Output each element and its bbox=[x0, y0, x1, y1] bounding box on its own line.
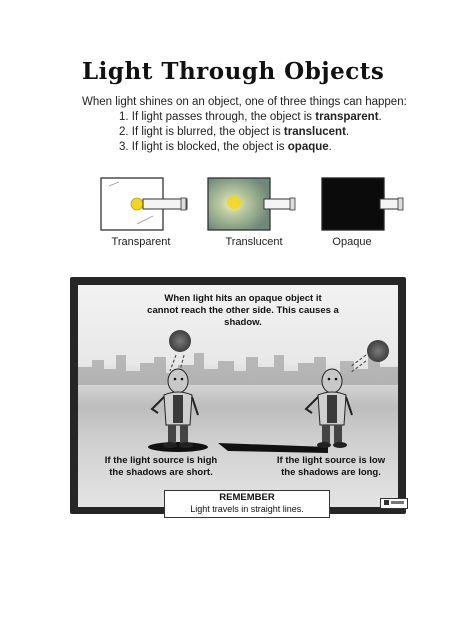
page-title: Light Through Objects bbox=[82, 58, 385, 85]
clear-glass-illustration bbox=[97, 176, 207, 236]
rules-list bbox=[119, 110, 382, 155]
high-light-source bbox=[169, 330, 191, 352]
rule-item: 2. If light is blurred, the object is translucent. bbox=[119, 126, 350, 138]
remember-text: Light travels in straight lines. bbox=[190, 504, 304, 514]
low-light-source bbox=[367, 340, 389, 362]
solid-block-illustration bbox=[320, 176, 430, 236]
frosted-glass-illustration bbox=[206, 176, 316, 236]
remember-title: REMEMBER bbox=[219, 492, 275, 503]
transparent-example bbox=[97, 176, 207, 252]
shadow-scene bbox=[78, 285, 398, 514]
rule-item: 1. If light passes through, the object is transparent. bbox=[119, 111, 382, 123]
scene-heading: When light hits an opaque object it cannot reach the other side. This causes a shadow. bbox=[147, 293, 339, 328]
publisher-logo-glyph bbox=[382, 499, 406, 506]
opaque-example bbox=[320, 176, 430, 252]
translucent-example bbox=[206, 176, 316, 252]
intro-text: When light shines on an object, one of three things can happen: bbox=[82, 96, 407, 108]
rule-item: 3. If light is blocked, the object is opaque. bbox=[119, 141, 332, 153]
example-label: Translucent bbox=[225, 236, 283, 248]
publisher-logo-icon bbox=[380, 498, 408, 509]
right-caption: If the light source is low the shadows are long. bbox=[276, 455, 386, 478]
shadow-scene-panel bbox=[70, 277, 406, 514]
left-caption: If the light source is high the shadows are short. bbox=[104, 455, 218, 478]
example-label: Opaque bbox=[332, 236, 372, 248]
remember-box bbox=[164, 490, 330, 518]
example-label: Transparent bbox=[111, 236, 171, 248]
